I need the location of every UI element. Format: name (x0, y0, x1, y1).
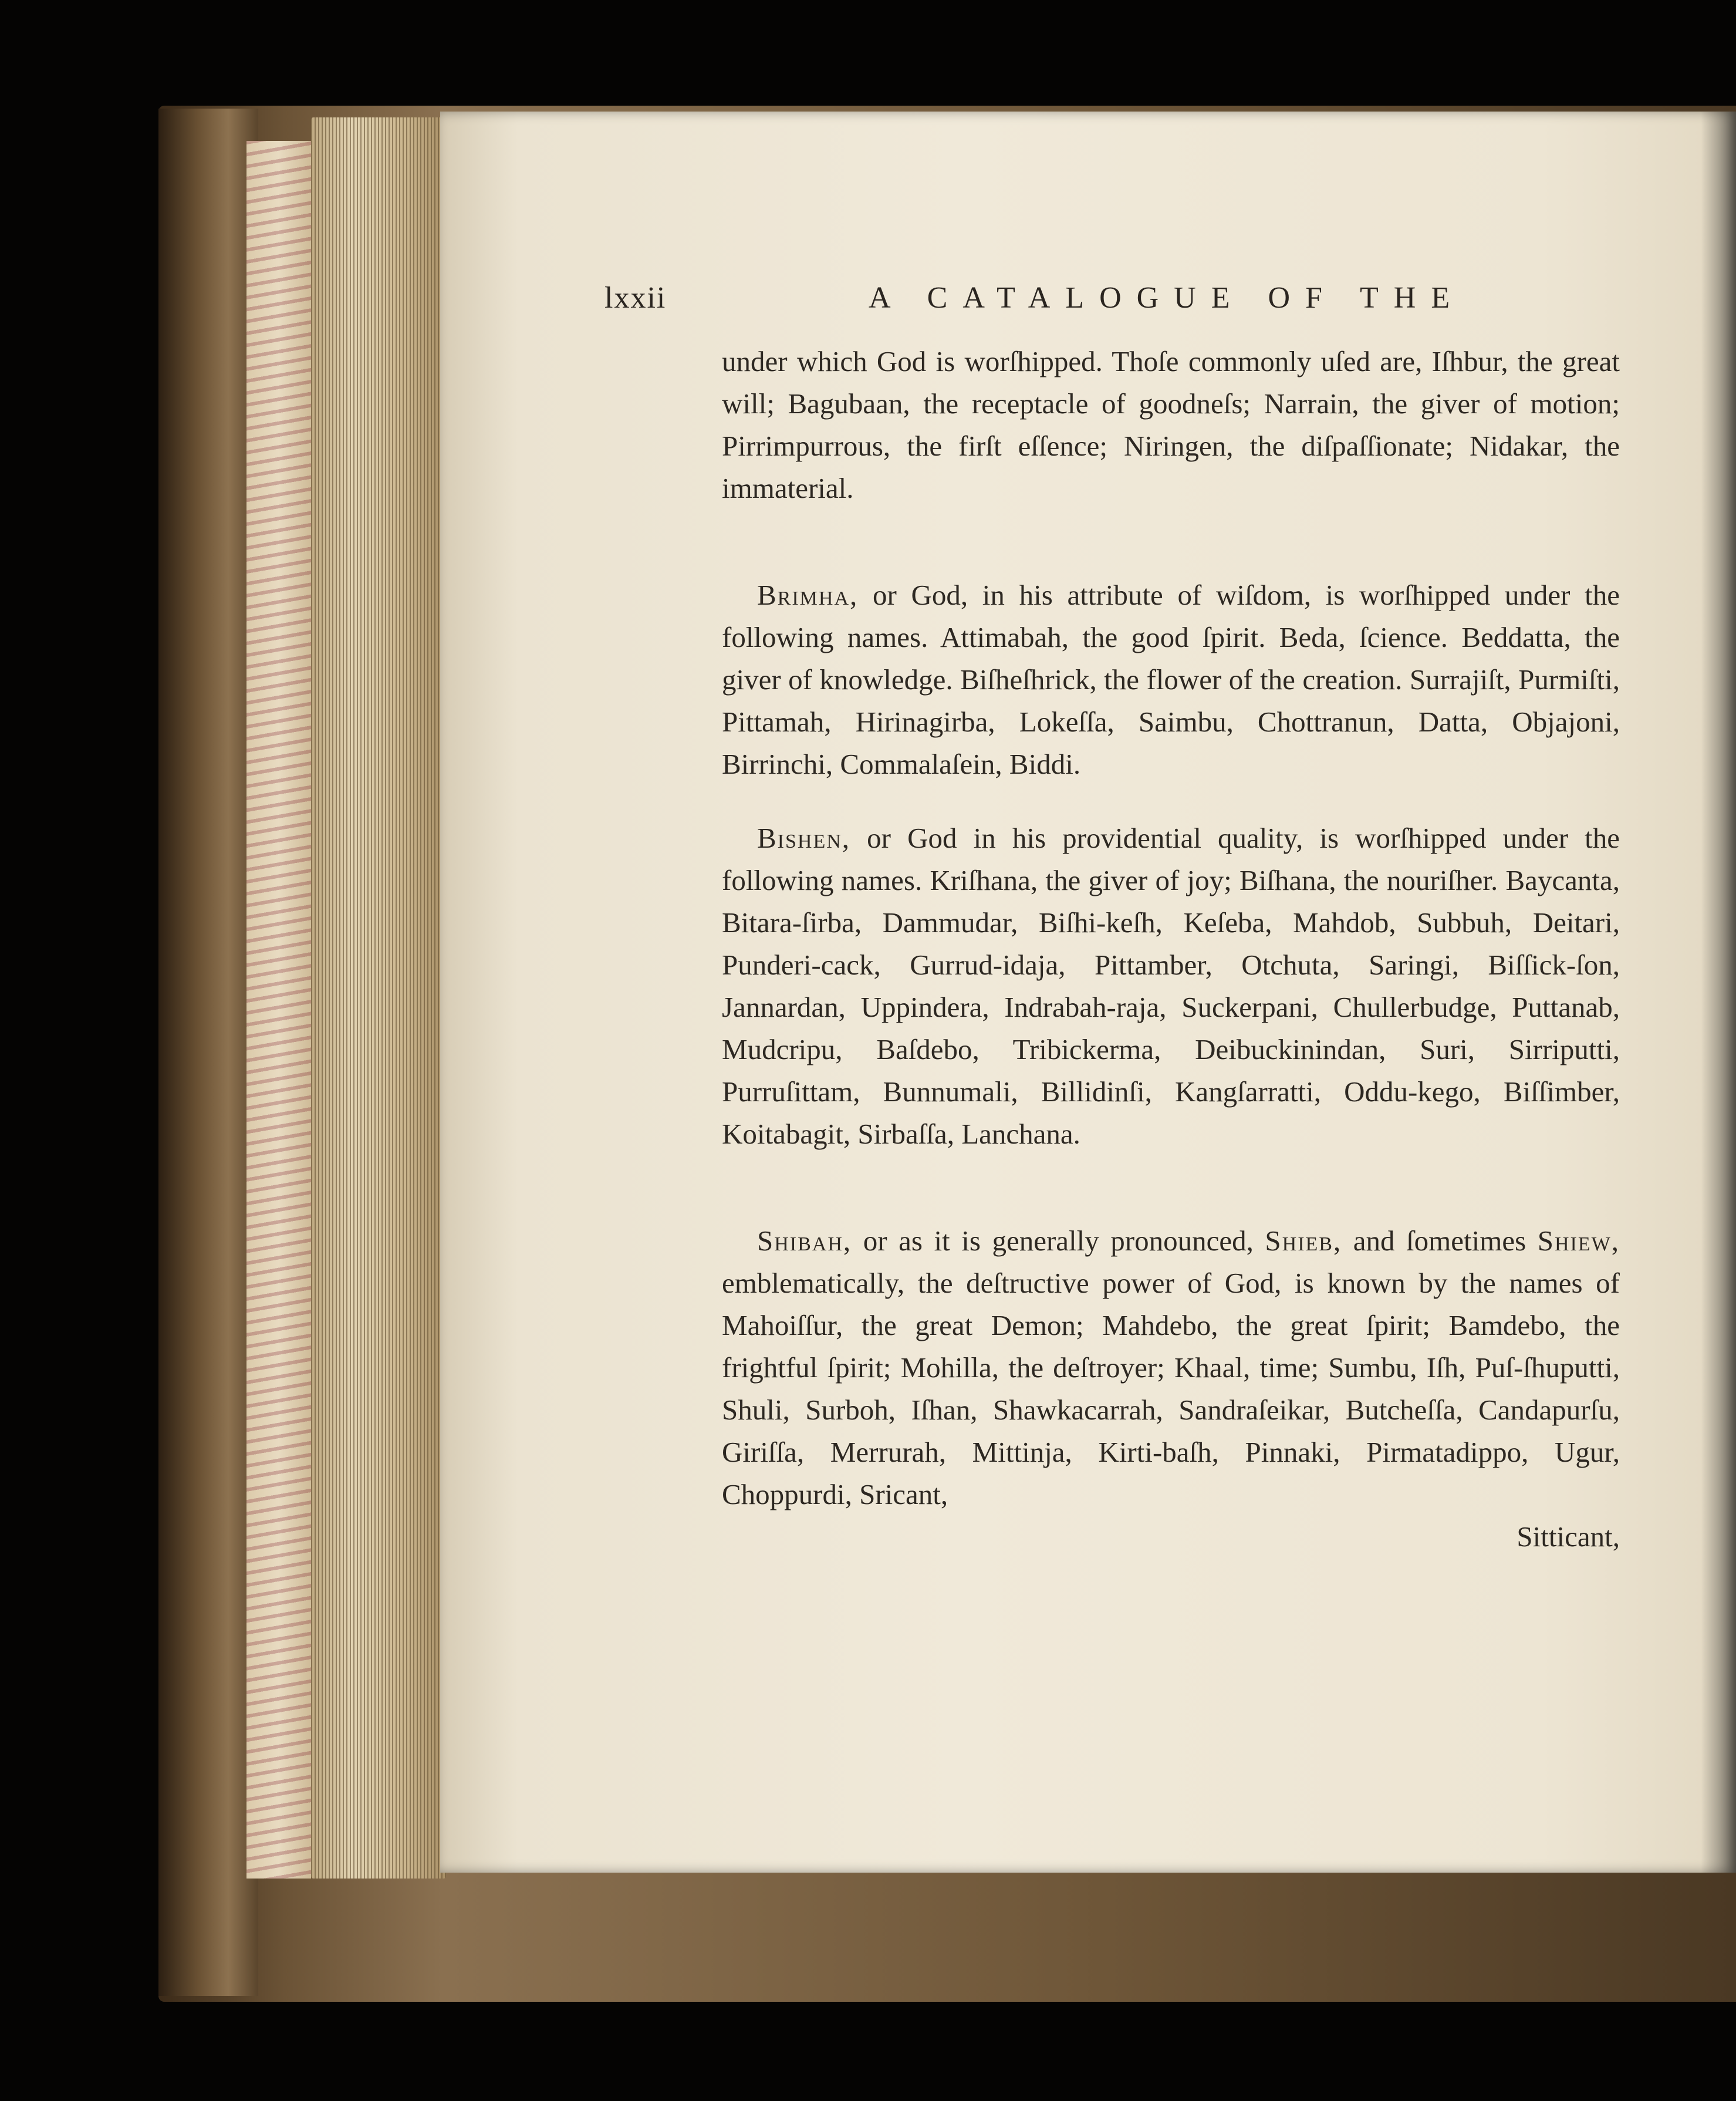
paragraph-1: under which God is worſhipped. Thoſe commonly uſed are, Iſhbur, the great will; Bagubaan, the receptacle of goodneſs; Narrain, the giver of motion; Pirrimpurrous, the firſt eſſence; Niringen, the diſpaſſionate; Nidakar, the immaterial. (722, 345, 1620, 504)
name-bishen: Bishen, (757, 822, 851, 854)
paragraph-4-text-c: emblematically, the deſtructive power of God, is known by the names of Mahoiſſur, the great Demon; Mahdebo, the great ſpirit; Bamdebo, the frightful ſpirit; Mohilla, the deſtroyer; Khaal, time; Sumbu, Iſh, Puſ-ſhuputti, Shuli, Surboh, Iſhan, Shawkacarrah, Sandraſeikar, Butcheſſa, Candapurſu, Giriſſa, Merrurah, Mittinja, Kirti-baſh, Pinnaki, Pirmatadippo, Ugur, Choppurdi, Sricant, (722, 1267, 1620, 1510)
body-text (722, 340, 1620, 1558)
running-title: A CATALOGUE OF THE (869, 281, 1465, 315)
paragraph-2-text: or God, in his attribute of wiſdom, is worſhipped under the following names. Attimabah, the good ſpirit. Beda, ſcience. Beddatta, the giver of knowledge. Biſheſhrick, the flower of the creation. Surrajiſt, Purmiſti, Pittamah, Hirinagirba, Lokeſſa, Saimbu, Chottranun, Datta, Objajoni, Birrinchi, Commalaſein, Biddi. (722, 579, 1620, 780)
paragraph-4-text-b: and ſometimes (1342, 1225, 1538, 1257)
paragraph-3-text: or God in his providential quality, is worſhipped under the following names. Kriſhana, the giver of joy; Biſhana, the nouriſher. Baycanta, Bitara-ſirba, Dammudar, Biſhi-keſh, Keſeba, Mahdob, Subbuh, Deitari, Punderi-cack, Gurrud-idaja, Pittamber, Otchuta, Saringi, Biſſick-ſon, Jannardan, Uppindera, Indrabah-raja, Suckerpani, Chullerbudge, Puttanab, Mudcripu, Baſdebo, Tribickerma, Deibuckinindan, Suri, Sirriputti, Purruſittam, Bunnumali, Billidinſi, Kangſarratti, Oddu-kego, Biſſimber, Koitabagit, Sirbaſſa, Lanchana. (722, 822, 1620, 1150)
page-shadow (1701, 112, 1736, 1873)
paragraph-4 (722, 1220, 1620, 1516)
page-edges (311, 117, 446, 1879)
name-shieb: Shieb, (1265, 1225, 1342, 1257)
page-number: lxxii (604, 281, 667, 315)
name-shiew: Shiew, (1537, 1225, 1620, 1257)
marbled-endpaper (246, 141, 311, 1879)
name-shibah: Shibah, (757, 1225, 852, 1257)
cover-edge (158, 109, 258, 1996)
paragraph-4-text-a: or as it is generally pronounced, (852, 1225, 1265, 1257)
name-brimha: Brimha, (757, 579, 859, 611)
catchword: Sitticant, (1517, 1520, 1620, 1553)
paragraph-3 (722, 817, 1620, 1155)
paragraph-2 (722, 574, 1620, 785)
